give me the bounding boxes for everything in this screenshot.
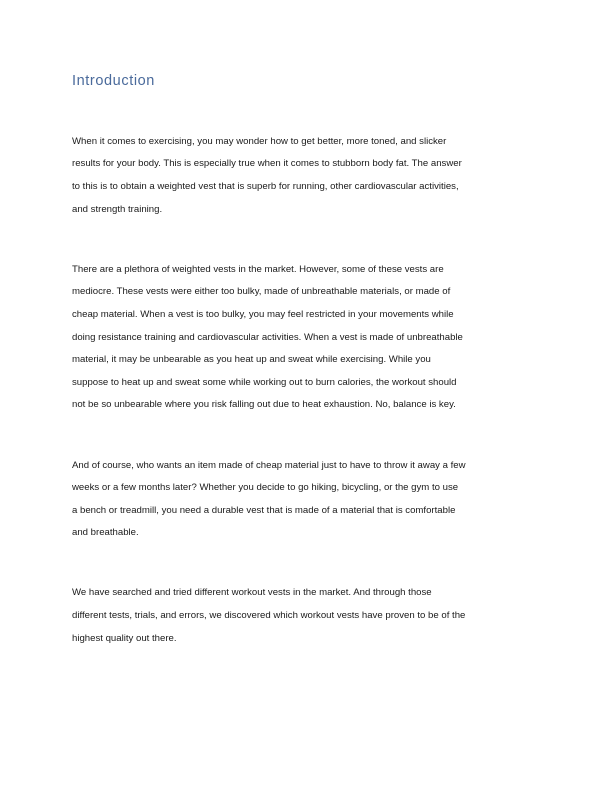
paragraph-3-line-3: a bench or treadmill, you need a durable vest that is made of a material that is comfortable [72,505,456,516]
paragraph-2-line-6: suppose to heat up and sweat some while working out to burn calories, the workout should [72,377,457,388]
paragraph-2-line-5: material, it may be unbearable as you heat up and sweat while exercising. While you [72,354,431,365]
paragraph-4-line-2: different tests, trials, and errors, we discovered which workout vests have proven to be of the [72,610,466,621]
paragraph-3-line-4: and breathable. [72,527,139,538]
paragraph-2-line-4: doing resistance training and cardiovascular activities. When a vest is made of unbreathable [72,332,463,343]
section-heading: Introduction [72,73,155,89]
paragraph-2-line-3: cheap material. When a vest is too bulky, you may feel restricted in your movements while [72,309,454,320]
paragraph-1-line-2: results for your body. This is especially true when it comes to stubborn body fat. The answer [72,158,462,169]
paragraph-3-line-2: weeks or a few months later? Whether you decide to go hiking, bicycling, or the gym to use [72,482,459,493]
paragraph-1-line-4: and strength training. [72,204,163,215]
paragraph-1-line-1: When it comes to exercising, you may wonder how to get better, more toned, and slicker [72,136,447,147]
paragraph-1-line-3: to this is to obtain a weighted vest that is superb for running, other cardiovascular activities, [72,181,459,192]
paragraph-4-line-1: We have searched and tried different workout vests in the market. And through those [72,587,432,598]
paragraph-2-line-1: There are a plethora of weighted vests in the market. However, some of these vests are [72,264,444,275]
paragraph-2-line-2: mediocre. These vests were either too bulky, made of unbreathable materials, or made of [72,286,451,297]
paragraph-4-line-3: highest quality out there. [72,633,177,644]
paragraph-2-line-7: not be so unbearable where you risk falling out due to heat exhaustion. No, balance is key. [72,399,456,410]
paragraph-3-line-1: And of course, who wants an item made of cheap material just to have to throw it away a few [72,460,466,471]
